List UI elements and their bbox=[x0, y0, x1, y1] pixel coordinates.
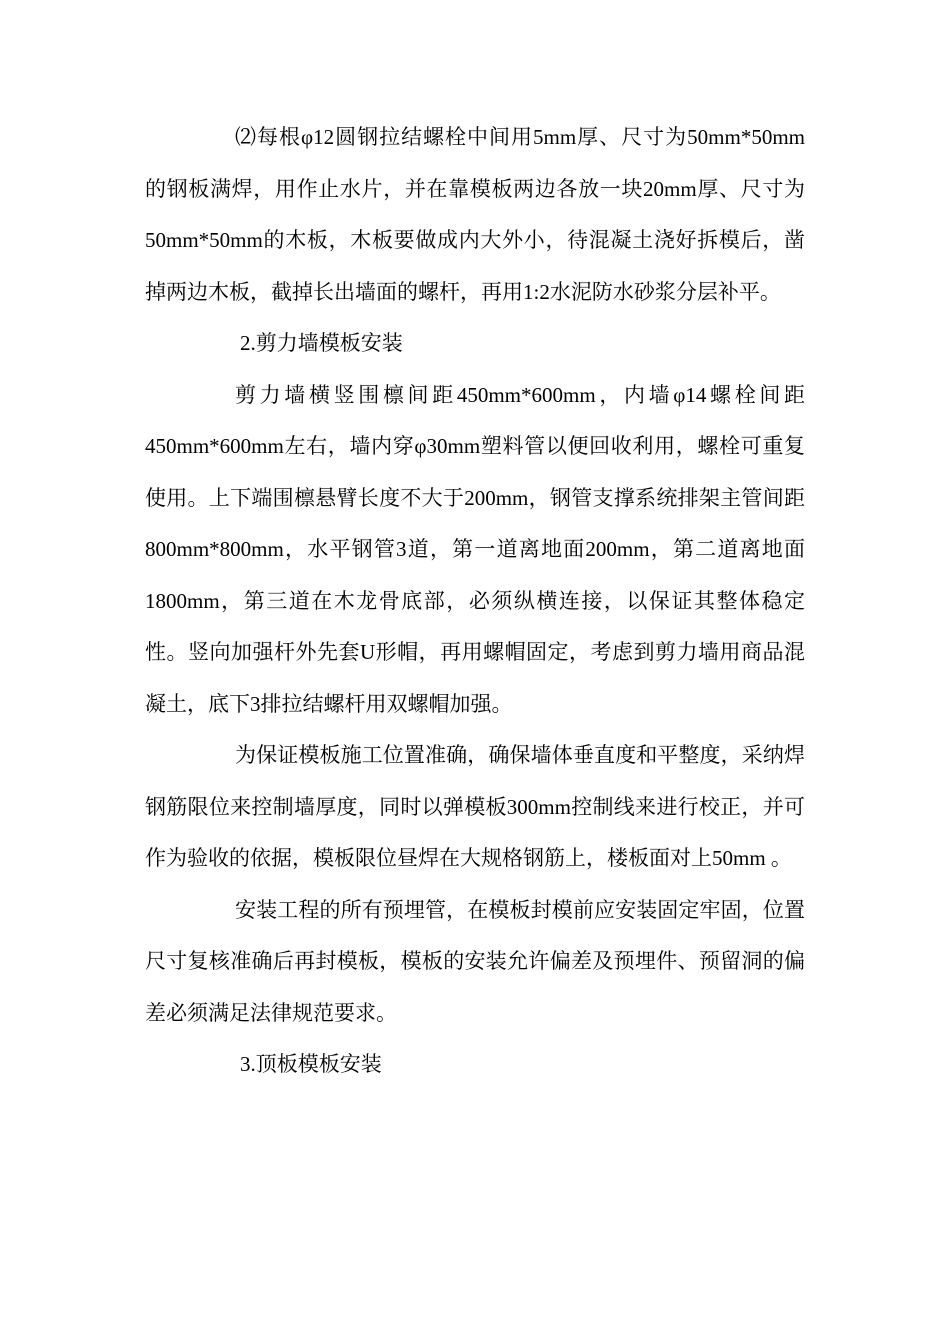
document-body bbox=[145, 112, 805, 1091]
section-heading-shear-wall: 2.剪力墙模板安装 bbox=[240, 331, 403, 355]
paragraph-shear-wall-spacing: 剪力墙横竖围檩间距450mm*600mm，内墙φ14螺栓间距450mm*600mm左右，墙内穿φ30mm塑料管以便回收利用，螺栓可重复使用。上下端围檩悬臂长度不大于200mm，钢管支撑系统排架主管间距800mm*800mm，水平钢管3道，第一道离地面200mm，第二道离地面1800mm，第三道在木龙骨底部，必须纵横连接，以保证其整体稳定性。竖向加强杆外先套U形帽，再用螺帽固定，考虑到剪力墙用商品混凝土，底下3排拉结螺杆用双螺帽加强。 bbox=[145, 382, 806, 716]
paragraph-embedded-pipes: 安装工程的所有预埋管，在模板封模前应安装固定牢固，位置尺寸复核准确后再封模板，模板的安装允许偏差及预埋件、预留洞的偏差必须满足法律规范要求。 bbox=[145, 897, 805, 1025]
paragraph-water-stop: ⑵每根φ12圆钢拉结螺栓中间用5mm厚、尺寸为50mm*50mm的钢板满焊，用作止水片，并在靠模板两边各放一块20mm厚、尺寸为50mm*50mm的木板，木板要做成内大外小，待混凝土浇好拆模后，凿掉两边木板，截掉长出墙面的螺杆，再用1:2水泥防水砂浆分层补平。 bbox=[145, 125, 805, 304]
paragraph-position-accuracy: 为保证模板施工位置准确，确保墙体垂直度和平整度，采纳焊钢筋限位来控制墙厚度，同时以弹模板300mm控制线来进行校正，并可作为验收的依据，模板限位昼焊在大规格钢筋上，楼板面对上50mm 。 bbox=[145, 743, 805, 870]
section-heading-roof-slab: 3.顶板模板安装 bbox=[240, 1052, 382, 1076]
